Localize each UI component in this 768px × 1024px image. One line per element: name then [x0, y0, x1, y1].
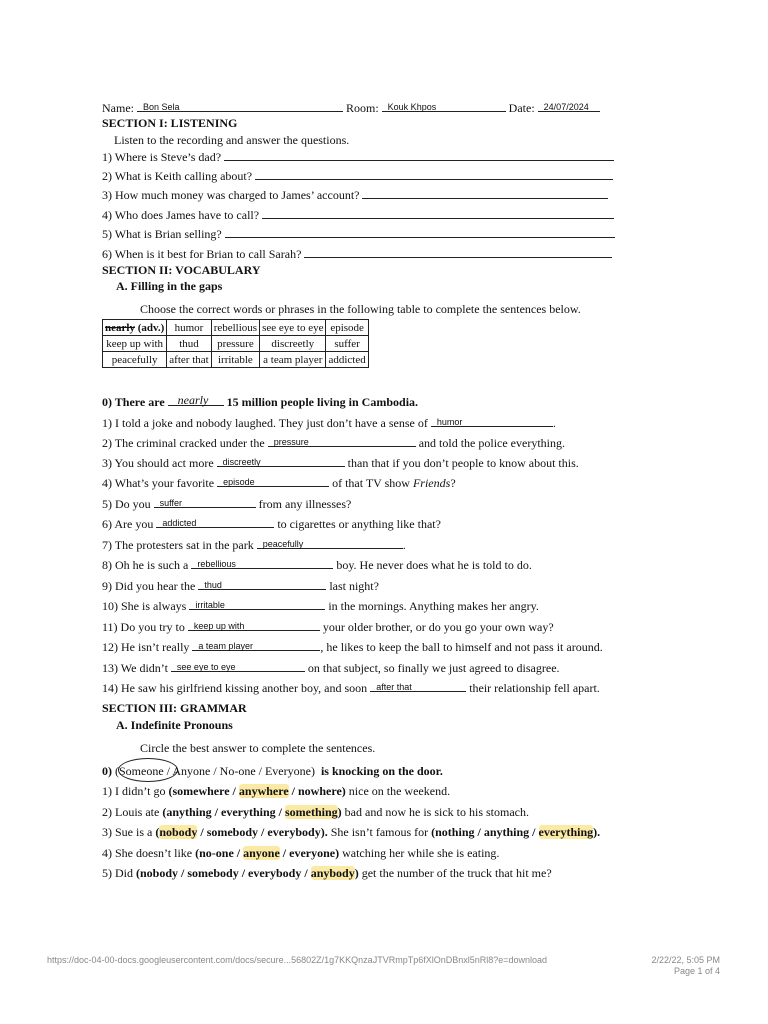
options-text: / somebody / everybody). — [197, 825, 328, 839]
table-cell: a team player — [260, 352, 326, 368]
selected-option[interactable]: nobody — [159, 825, 198, 839]
item-text: , he likes to keep the ball to himself and not pass it around. — [320, 640, 603, 654]
question-text: 1) Where is Steve’s dad? — [102, 150, 222, 164]
answer-blank[interactable] — [188, 618, 320, 631]
listening-question-5 — [102, 227, 615, 241]
selected-option[interactable]: anybody — [310, 866, 355, 880]
item-text: 13) We didn’t — [102, 661, 171, 675]
example-answer: nearly — [177, 393, 209, 407]
vocab-item-3 — [102, 454, 579, 470]
item-text: boy. He never does what he is told to do. — [333, 558, 532, 572]
item-text: She isn’t famous for — [327, 825, 432, 839]
answer-value: see eye to eye — [176, 662, 236, 672]
footer-url[interactable]: https://doc-04-00-docs.googleusercontent.com/docs/secure...56802Z/1g7KKQnzaJTVRmpTp6fXlOnDBnxl5nRl8?e=download — [47, 955, 548, 965]
item-text: 2) Louis ate — [102, 805, 163, 819]
selected-option[interactable]: something — [285, 805, 338, 819]
item-text: 9) Did you hear the — [102, 579, 199, 593]
date-label: Date: — [508, 101, 535, 115]
options-text: ). — [593, 825, 601, 839]
table-cell: irritable — [211, 352, 259, 368]
example-text: 15 million people living in Cambodia. — [223, 395, 419, 409]
example-text: 0) There are — [102, 395, 168, 409]
options-text: (nothing / anything / — [431, 825, 539, 839]
answer-line[interactable] — [362, 188, 608, 199]
item-text: bad and now he is sick to his stomach. — [341, 805, 529, 819]
table-cell: episode — [326, 320, 368, 336]
vocab-item-7 — [102, 536, 406, 552]
answer-value: discreetly — [222, 457, 261, 467]
example-text: is knocking on the door. — [320, 764, 443, 778]
table-row — [103, 336, 369, 352]
section1-instruction: Listen to the recording and answer the questions. — [114, 133, 350, 147]
options-text: ) — [337, 805, 342, 819]
answer-blank[interactable] — [268, 434, 416, 447]
vocab-item-5 — [102, 495, 351, 511]
footer-page: Page 1 of 4 — [673, 966, 720, 976]
table-cell: peacefully — [103, 352, 167, 368]
item-text: 5) Did — [102, 866, 136, 880]
grammar-item-3 — [102, 825, 600, 839]
section3-title: SECTION III: GRAMMAR — [102, 701, 247, 715]
vocab-item-4 — [102, 474, 456, 490]
item-text: 7) The protesters sat in the park — [102, 538, 257, 552]
table-cell: keep up with — [103, 336, 167, 352]
date-field[interactable] — [538, 99, 600, 112]
item-text: 2) The criminal cracked under the — [102, 436, 268, 450]
answer-blank[interactable] — [217, 454, 345, 467]
answer-blank[interactable] — [198, 577, 326, 590]
listening-question-3 — [102, 188, 608, 202]
answer-line[interactable] — [225, 227, 615, 238]
answer-value: peacefully — [262, 539, 304, 549]
table-cell: thud — [167, 336, 211, 352]
answer-value: after that — [376, 682, 412, 692]
struck-word: nearly — [105, 321, 135, 334]
answer-value: episode — [223, 477, 255, 487]
question-text: 5) What is Brian selling? — [102, 227, 222, 241]
options-text: (no-one / — [195, 846, 244, 860]
table-row — [103, 320, 369, 336]
table-cell: suffer — [326, 336, 368, 352]
answer-blank[interactable] — [257, 536, 403, 549]
selected-option[interactable]: anyone — [243, 846, 280, 860]
item-text: . — [552, 416, 556, 430]
table-cell: rebellious — [211, 320, 259, 336]
item-text: get the number of the truck that hit me? — [358, 866, 552, 880]
grammar-item-1 — [102, 784, 450, 798]
vocab-item-9 — [102, 577, 379, 593]
answer-value: rebellious — [197, 559, 236, 569]
item-text: . — [402, 538, 406, 552]
item-text: 14) He saw his girlfriend kissing another boy, and soon — [102, 681, 371, 695]
show-title: Friends — [412, 476, 451, 490]
options-text: ) — [354, 866, 359, 880]
grammar-item-5 — [102, 866, 552, 880]
table-cell: pressure — [211, 336, 259, 352]
item-text: 1) I told a joke and nobody laughed. They just don’t have a sense of — [102, 416, 431, 430]
item-text: 4) What’s your favorite — [102, 476, 218, 490]
answer-blank[interactable] — [189, 597, 325, 610]
answer-value: keep up with — [193, 621, 245, 631]
item-text: 4) She doesn’t like — [102, 846, 196, 860]
item-text: 12) He isn’t really — [102, 640, 193, 654]
answer-blank[interactable] — [156, 515, 274, 528]
item-text: in the mornings. Anything makes her angry. — [325, 599, 539, 613]
question-text: 3) How much money was charged to James’ account? — [102, 188, 360, 202]
table-row — [103, 352, 369, 368]
vocab-item-12 — [102, 638, 603, 654]
options-text: ( — [155, 825, 160, 839]
item-text: 3) You should act more — [102, 456, 217, 470]
item-text: last night? — [326, 579, 379, 593]
listening-question-2 — [102, 169, 613, 183]
vocab-item-2 — [102, 434, 565, 450]
section3-subtitle: A. Indefinite Pronouns — [116, 718, 233, 732]
vocab-item-8 — [102, 556, 532, 572]
answer-value: irritable — [195, 600, 225, 610]
word-class: (adv.) — [134, 321, 165, 334]
listening-question-6 — [102, 247, 612, 261]
name-field[interactable] — [137, 99, 343, 112]
room-field[interactable] — [382, 99, 506, 112]
vocab-item-11 — [102, 618, 554, 634]
item-text: ? — [450, 476, 456, 490]
question-text: 2) What is Keith calling about? — [102, 169, 253, 183]
section3-instruction: Circle the best answer to complete the sentences. — [140, 741, 376, 755]
room-label: Room: — [346, 101, 379, 115]
date-value: 24/07/2024 — [543, 102, 589, 112]
selected-option[interactable]: everything — [538, 825, 594, 839]
item-text: 6) Are you — [102, 517, 157, 531]
table-cell: addicted — [326, 352, 368, 368]
answer-value: addicted — [162, 518, 197, 528]
example-options: (Someone / Anyone / No-one / Everyone) — [115, 764, 315, 778]
table-cell: see eye to eye — [260, 320, 326, 336]
answer-value: pressure — [273, 437, 309, 447]
answer-value: a team player — [198, 641, 253, 651]
vocabulary-table — [102, 319, 369, 368]
item-text: your older brother, or do you go your own way? — [319, 620, 554, 634]
section1-title: SECTION I: LISTENING — [102, 116, 238, 130]
table-cell: after that — [167, 352, 211, 368]
item-text: 1) I didn’t go — [102, 784, 169, 798]
answer-value: humor — [436, 417, 463, 427]
answer-blank[interactable] — [171, 659, 305, 672]
item-text: their relationship fell apart. — [466, 681, 600, 695]
section2-title: SECTION II: VOCABULARY — [102, 263, 261, 277]
grammar-example — [102, 764, 443, 778]
item-text: to cigarettes or anything like that? — [274, 517, 441, 531]
answer-blank[interactable] — [217, 474, 329, 487]
name-label: Name: — [102, 101, 134, 115]
question-text: 6) When is it best for Brian to call Sarah? — [102, 247, 302, 261]
item-text: nice on the weekend. — [345, 784, 451, 798]
answer-line[interactable] — [304, 247, 612, 258]
table-cell — [103, 320, 167, 336]
vocab-item-10 — [102, 597, 539, 613]
vocab-item-1 — [102, 414, 556, 430]
grammar-item-4 — [102, 846, 499, 860]
answer-blank[interactable] — [431, 414, 553, 427]
item-text: 3) Sue is a — [102, 825, 156, 839]
section2-instruction: Choose the correct words or phrases in the following table to complete the sentences below. — [140, 302, 581, 316]
item-text: watching her while she is eating. — [339, 846, 500, 860]
answer-line[interactable] — [262, 208, 614, 219]
selected-option[interactable]: anywhere — [238, 784, 289, 798]
item-text: 8) Oh he is such a — [102, 558, 192, 572]
answer-value: thud — [204, 580, 222, 590]
vocab-item-14 — [102, 679, 600, 695]
answer-blank[interactable] — [192, 638, 320, 651]
answer-blank[interactable] — [370, 679, 466, 692]
vocab-example — [102, 393, 418, 409]
room-value: Kouk Khpos — [387, 102, 437, 112]
example-blank — [168, 393, 224, 406]
options-text: (nobody / somebody / everybody / — [136, 866, 311, 880]
options-text: / nowhere) — [288, 784, 346, 798]
listening-question-1 — [102, 150, 614, 164]
listening-question-4 — [102, 208, 614, 222]
options-text: (somewhere / — [168, 784, 239, 798]
table-cell: discreetly — [260, 336, 326, 352]
item-text: of that TV show — [329, 476, 413, 490]
answer-line[interactable] — [255, 169, 613, 180]
item-text: 11) Do you try to — [102, 620, 188, 634]
options-text: / everyone) — [279, 846, 340, 860]
answer-blank[interactable] — [191, 556, 333, 569]
options-text: (anything / everything / — [162, 805, 285, 819]
item-text: 10) She is always — [102, 599, 190, 613]
answer-line[interactable] — [224, 150, 614, 161]
question-text: 4) Who does James have to call? — [102, 208, 260, 222]
section2-subtitle: A. Filling in the gaps — [116, 279, 223, 293]
name-value: Bon Sela — [143, 102, 180, 112]
vocab-item-13 — [102, 659, 560, 675]
table-cell: humor — [167, 320, 211, 336]
answer-blank[interactable] — [154, 495, 256, 508]
item-text: 5) Do you — [102, 497, 154, 511]
footer-datetime: 2/22/22, 5:05 PM — [651, 955, 720, 965]
grammar-item-2 — [102, 805, 529, 819]
vocab-item-6 — [102, 515, 441, 531]
answer-value: suffer — [159, 498, 183, 508]
header-line — [102, 99, 600, 115]
item-text: than that if you don’t people to know about this. — [344, 456, 579, 470]
item-text: on that subject, so finally we just agreed to disagree. — [304, 661, 560, 675]
item-text: and told the police everything. — [415, 436, 565, 450]
item-text: from any illnesses? — [255, 497, 352, 511]
example-number: 0) — [102, 764, 112, 778]
